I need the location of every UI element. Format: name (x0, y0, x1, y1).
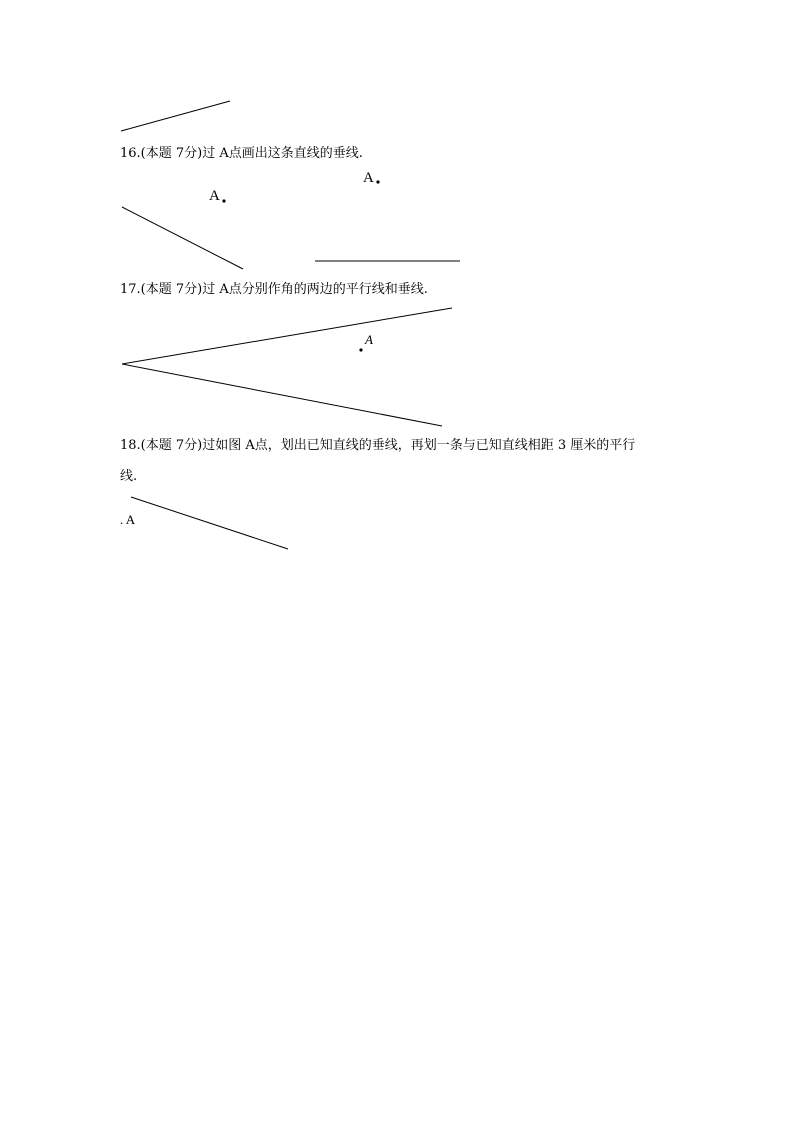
top-line-segment (121, 101, 230, 131)
q16-point-a-right (376, 180, 379, 183)
question-16: 16.(本题 7分)过 A点画出这条直线的垂线. (120, 146, 363, 161)
question-18-line1: 18.(本题 7分)过如图 A点，划出已知直线的垂线，再划一条与已知直线相距 3 厘米的平行 (120, 438, 636, 453)
q18-given-line (131, 497, 288, 549)
q18-label-a: . A (120, 512, 136, 527)
question-18 (120, 430, 635, 492)
q16-point-a-left (222, 199, 225, 202)
question-17: 17.(本题 7分)过 A点分别作角的两边的平行线和垂线. (120, 282, 428, 297)
q17-angle-lower-side (122, 364, 442, 426)
q16-slanted-line (122, 207, 243, 269)
q16-label-a-left: A (209, 188, 220, 204)
q17-point-a (359, 348, 362, 351)
q17-angle-upper-side (122, 308, 452, 364)
q16-label-a-right: A (363, 170, 374, 186)
q17-label-a: A (365, 332, 373, 347)
question-18-line2: 线. (120, 469, 138, 484)
